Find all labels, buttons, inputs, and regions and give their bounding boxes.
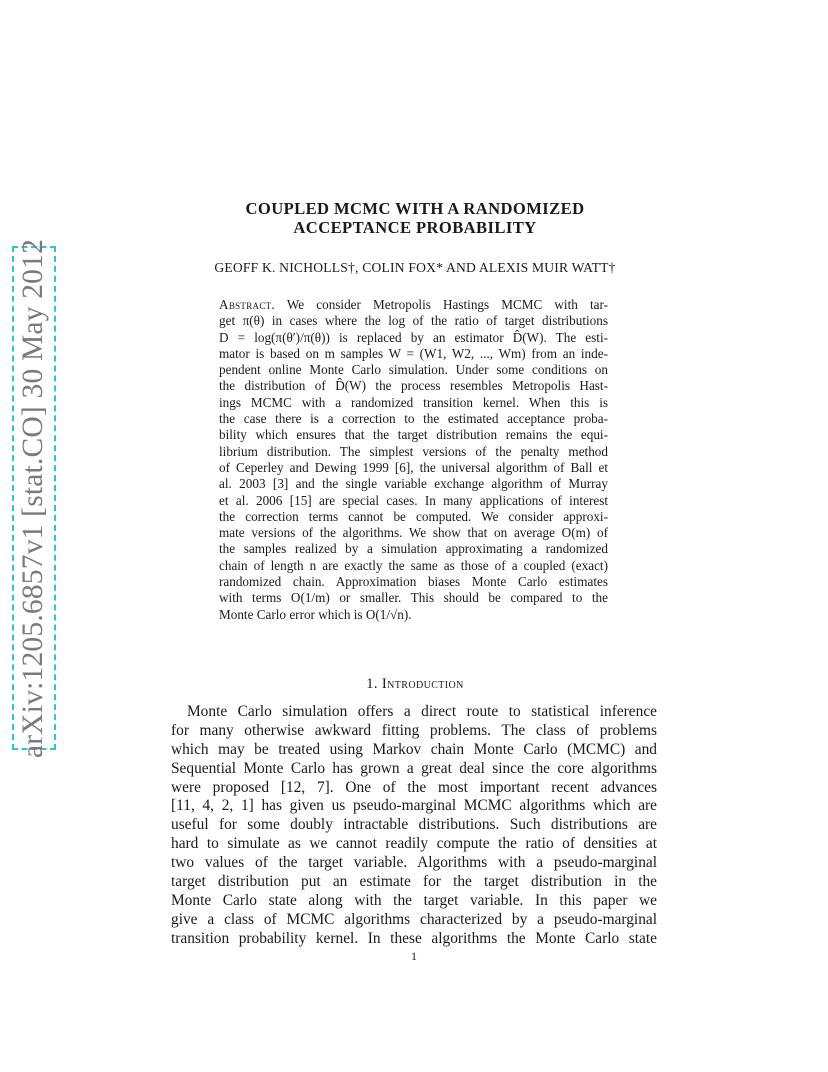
body-line: Monte Carlo simulation offers a direct route to statistical inference	[187, 703, 657, 720]
abstract-line: bility which ensures that the target distribution remains the equi-	[219, 427, 608, 443]
abstract-line: the correction terms cannot be computed. We consider approxi-	[219, 508, 608, 524]
abstract-line: with terms O(1/m) or smaller. This should be compared to the	[219, 590, 608, 606]
arxiv-identifier-text: arXiv:1205.6857v1 [stat.CO] 30 May 2012	[17, 238, 50, 758]
body-line: hard to simulate as we cannot readily compute the ratio of densities at	[171, 835, 657, 853]
abstract-line: the samples realized by a simulation approximating a randomized	[219, 541, 608, 557]
body-line: target distribution put an estimate for the target distribution in the	[171, 873, 657, 891]
abstract-line: mate versions of the algorithms. We show that on average O(m) of	[219, 525, 608, 541]
body-line: for many otherwise awkward fitting problems. The class of problems	[171, 721, 657, 739]
title-line-1: COUPLED MCMC WITH A RANDOMIZED	[245, 199, 585, 218]
abstract-line: randomized chain. Approximation biases Monte Carlo estimates	[219, 574, 608, 590]
abstract-line: pendent online Monte Carlo simulation. Under some conditions on	[219, 362, 608, 378]
abstract-line: al. 2003 [3] and the single variable exchange algorithm of Murray	[219, 476, 608, 492]
abstract-line: the case there is a correction to the estimated acceptance proba-	[219, 411, 608, 427]
abstract	[219, 297, 608, 623]
author-list: GEOFF K. NICHOLLS†, COLIN FOX* AND ALEXIS MUIR WATT†	[214, 260, 616, 275]
page-number: 1	[411, 949, 417, 963]
introduction-body	[171, 703, 657, 949]
abstract-line: ings MCMC with a randomized transition kernel. When this is	[219, 394, 608, 410]
abstract-label: Abstract.	[219, 297, 276, 312]
abstract-line: D = log(π(θ′)/π(θ)) is replaced by an estimator D̂(W). The esti-	[219, 329, 608, 345]
title-line-2: ACCEPTANCE PROBABILITY	[293, 218, 537, 237]
abstract-line: of Ceperley and Dewing 1999 [6], the universal algorithm of Ball et	[219, 459, 608, 475]
abstract-line: mator is based on m samples W = (W1, W2, ..., Wm) from an inde-	[219, 345, 608, 361]
body-line: [11, 4, 2, 1] has given us pseudo-marginal MCMC algorithms which are	[171, 797, 657, 815]
body-line: Sequential Monte Carlo has grown a great deal since the core algorithms	[171, 759, 657, 777]
body-line: were proposed [12, 7]. One of the most important recent advances	[171, 778, 657, 796]
abstract-line: Abstract. We consider Metropolis Hastings MCMC with tar-	[219, 297, 608, 312]
abstract-line: get π(θ) in cases where the log of the ratio of target distributions	[219, 313, 608, 329]
abstract-line: chain of length n are exactly the same as those of a coupled (exact)	[219, 557, 608, 573]
abstract-line: et al. 2006 [15] are special cases. In many applications of interest	[219, 492, 608, 508]
arxiv-identifier-stamp	[14, 238, 54, 758]
body-line: which may be treated using Markov chain Monte Carlo (MCMC) and	[171, 740, 657, 758]
paper-title	[160, 199, 670, 237]
body-line: two values of the target variable. Algorithms with a pseudo-marginal	[171, 854, 657, 872]
body-line: useful for some doubly intractable distributions. Such distributions are	[171, 816, 657, 834]
abstract-line: the distribution of D̂(W) the process resembles Metropolis Hast-	[219, 378, 608, 394]
body-line: Monte Carlo state along with the target variable. In this paper we	[171, 891, 657, 909]
body-line: give a class of MCMC algorithms characterized by a pseudo-marginal	[171, 910, 657, 928]
abstract-line: librium distribution. The simplest versions of the penalty method	[219, 443, 608, 459]
abstract-line: Monte Carlo error which is O(1/√n).	[219, 606, 412, 622]
section-heading-introduction: 1. Introduction	[366, 676, 464, 692]
body-line: transition probability kernel. In these algorithms the Monte Carlo state	[171, 929, 657, 947]
